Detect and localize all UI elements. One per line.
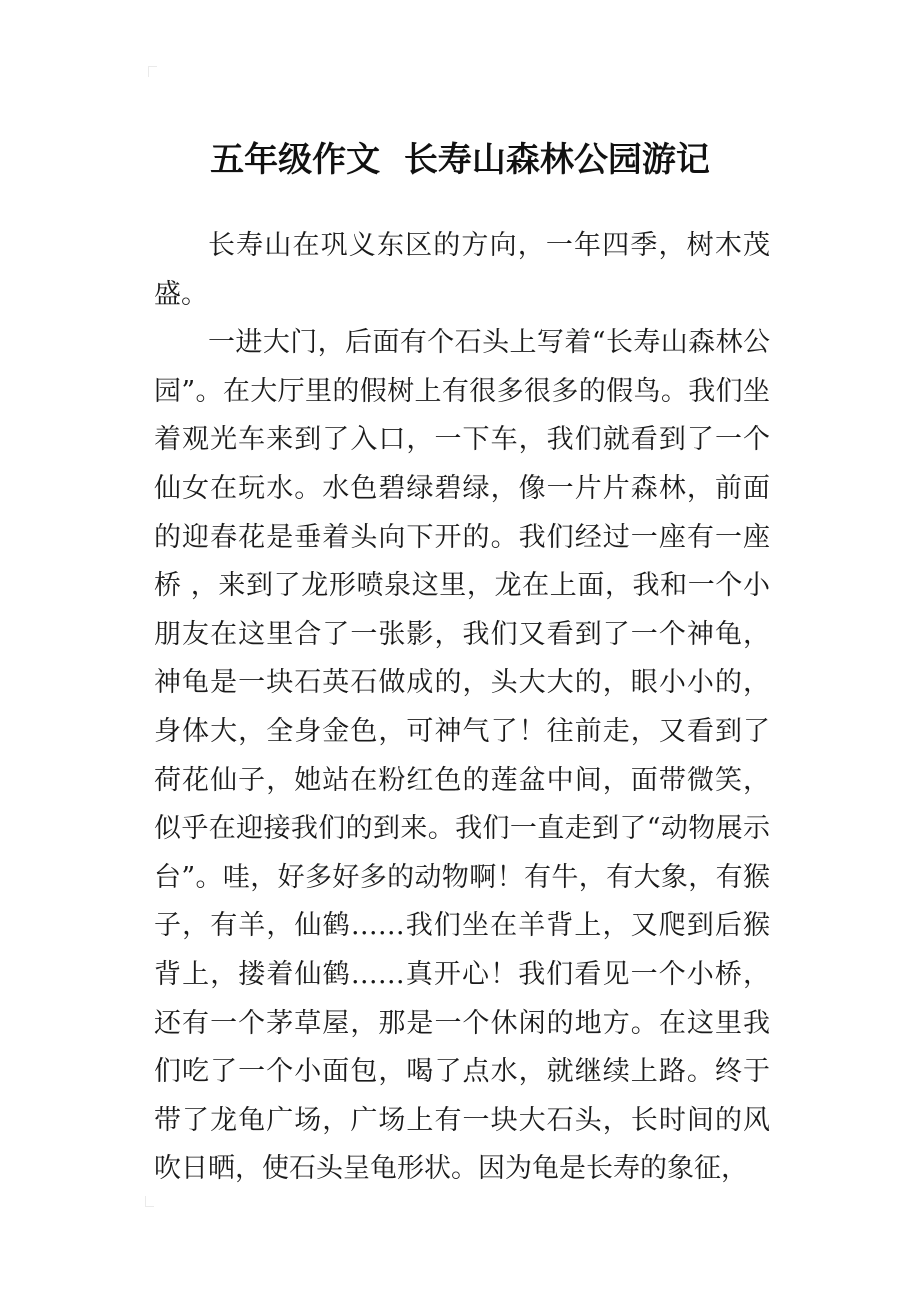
article-body	[154, 222, 770, 1194]
paragraph: 一进大门，后面有个石头上写着“长寿山森林公园”。在大厅里的假树上有很多很多的假鸟。我们坐着观光车来到了入口，一下车，我们就看到了一个仙女在玩水。水色碧绿碧绿，像一片片森林，前面的迎春花是垂着头向下开的。我们经过一座有一座桥 ，来到了龙形喷泉这里，龙在上面，我和一个小朋友在这里合了一张影，我们又看到了一个神龟，神龟是一块石英石做成的，头大大的，眼小小的，身体大，全身金色，可神气了！往前走，又看到了荷花仙子，她站在粉红色的莲盆中间，面带微笑，似乎在迎接我们的到来。我们一直走到了“动物展示台”。哇，好多好多的动物啊！有牛，有大象，有猴子，有羊，仙鹤……我们坐在羊背上，又爬到后猴背上，搂着仙鹤……真开心！我们看见一个小桥，还有一个茅草屋，那是一个休闲的地方。在这里我们吃了一个小面包，喝了点水，就继续上路。终于带了龙龟广场，广场上有一块大石头，长时间的风吹日晒，使石头呈龟形状。因为龟是长寿的象征，	[154, 327, 770, 1185]
page-title: 五年级作文 长寿山森林公园游记	[210, 139, 710, 180]
top-corner-mark	[148, 66, 157, 77]
bottom-corner-mark	[145, 1196, 154, 1207]
paragraph: 长寿山在巩义东区的方向，一年四季，树木茂盛。	[154, 230, 770, 310]
